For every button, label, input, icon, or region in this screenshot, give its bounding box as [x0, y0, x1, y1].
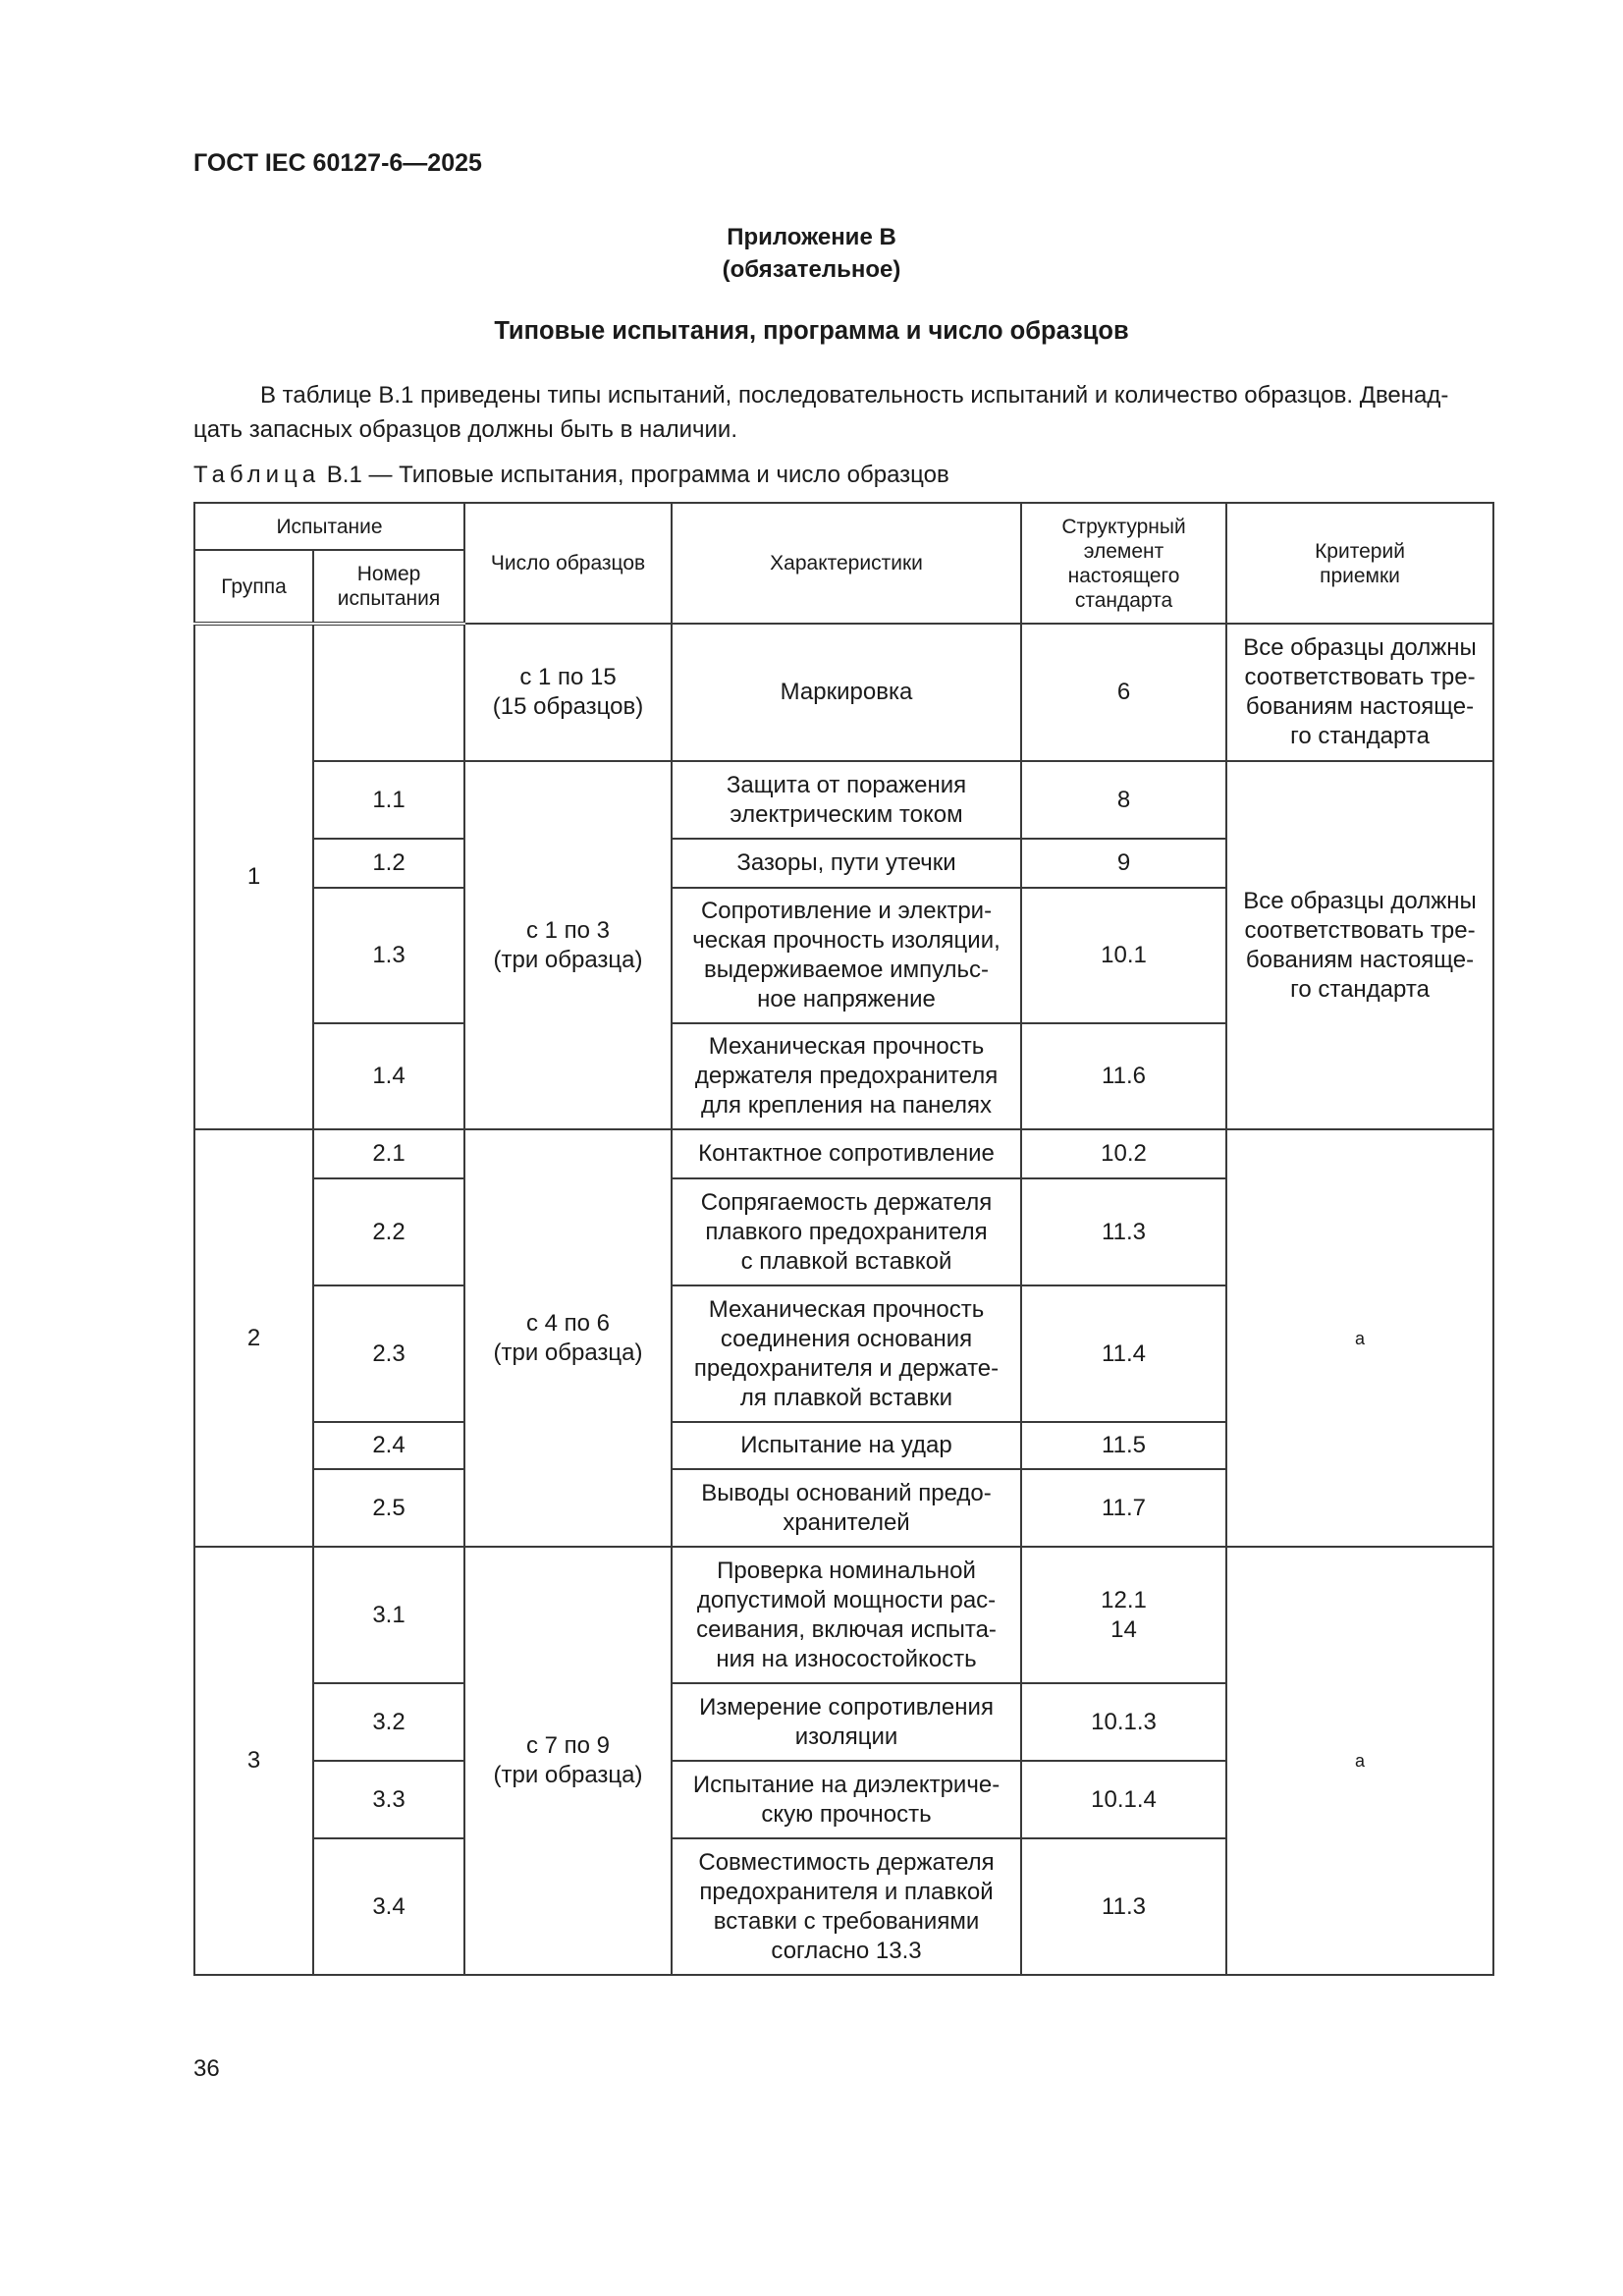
element-cell: 11.7	[1021, 1469, 1226, 1547]
characteristic-cell: Сопротивление и электри- ческая прочность изоляции, выдерживаемое импульс- ное напряжение	[672, 888, 1021, 1023]
criterion-cell: Все образцы должны соответствовать тре- бованиям настояще- го стандарта	[1226, 624, 1493, 761]
test-program-table	[193, 502, 1494, 1976]
table-header-row	[194, 503, 1493, 550]
characteristic-cell: Совместимость держателя предохранителя и плавкой вставки с требованиями согласно 13.3	[672, 1838, 1021, 1975]
criterion-footnote-cell: a	[1226, 1547, 1493, 1975]
test-number-cell: 2.2	[313, 1178, 464, 1285]
test-number-cell: 3.2	[313, 1683, 464, 1761]
characteristic-cell: Механическая прочность соединения основания предохранителя и держате- ля плавкой вставки	[672, 1285, 1021, 1422]
appendix-title: Приложение В	[727, 224, 896, 250]
criterion-cell: Все образцы должны соответствовать тре- бованиям настояще- го стандарта	[1226, 761, 1493, 1129]
element-cell: 6	[1021, 624, 1226, 761]
characteristic-cell: Защита от поражения электрическим током	[672, 761, 1021, 839]
characteristic-cell: Измерение сопротивления изоляции	[672, 1683, 1021, 1761]
header-test: Испытание	[194, 503, 464, 550]
element-cell: 11.6	[1021, 1023, 1226, 1129]
element-cell: 9	[1021, 839, 1226, 888]
test-number-cell: 2.3	[313, 1285, 464, 1422]
characteristic-cell: Испытание на диэлектриче- скую прочность	[672, 1761, 1021, 1838]
test-number-cell: 3.1	[313, 1547, 464, 1683]
element-cell: 10.1.3	[1021, 1683, 1226, 1761]
test-number-cell: 2.4	[313, 1422, 464, 1469]
table-caption-label: Таблица	[193, 462, 321, 488]
group-cell: 3	[194, 1547, 313, 1975]
test-number-cell: 2.5	[313, 1469, 464, 1547]
table-row	[194, 761, 1493, 839]
samples-cell: с 1 по 15 (15 образцов)	[464, 624, 672, 761]
test-number-cell: 1.4	[313, 1023, 464, 1129]
section-title: Типовые испытания, программа и число образцов	[494, 317, 1129, 345]
intro-line: цать запасных образцов должны быть в наличии.	[193, 416, 737, 443]
characteristic-cell: Контактное сопротивление	[672, 1129, 1021, 1178]
characteristic-cell: Маркировка	[672, 624, 1021, 761]
table-caption-text: В.1 — Типовые испытания, программа и число образцов	[320, 462, 949, 488]
element-cell: 10.1.4	[1021, 1761, 1226, 1838]
test-number-cell: 1.1	[313, 761, 464, 839]
table-row	[194, 624, 1493, 761]
header-group: Группа	[194, 550, 313, 624]
characteristic-cell: Зазоры, пути утечки	[672, 839, 1021, 888]
element-cell: 11.3	[1021, 1838, 1226, 1975]
table-row	[194, 1129, 1493, 1178]
header-number: Номер испытания	[313, 550, 464, 624]
element-cell: 11.5	[1021, 1422, 1226, 1469]
test-number-cell: 3.3	[313, 1761, 464, 1838]
group-cell: 1	[194, 624, 313, 1129]
appendix-status: (обязательное)	[722, 256, 901, 283]
header-characteristics: Характеристики	[672, 503, 1021, 624]
header-element: Структурный элемент настоящего стандарта	[1021, 503, 1226, 624]
element-cell: 10.1	[1021, 888, 1226, 1023]
element-cell: 11.3	[1021, 1178, 1226, 1285]
header-samples: Число образцов	[464, 503, 672, 624]
page-number: 36	[193, 2055, 220, 2082]
group-cell: 2	[194, 1129, 313, 1547]
characteristic-cell: Испытание на удар	[672, 1422, 1021, 1469]
element-cell: 11.4	[1021, 1285, 1226, 1422]
samples-cell: с 4 по 6 (три образца)	[464, 1129, 672, 1547]
intro-paragraph	[193, 378, 1491, 447]
element-cell: 8	[1021, 761, 1226, 839]
intro-line: В таблице В.1 приведены типы испытаний, последовательность испытаний и количество образцов. Двенад-	[260, 382, 1449, 409]
samples-cell: с 1 по 3 (три образца)	[464, 761, 672, 1129]
test-number-cell: 1.2	[313, 839, 464, 888]
test-number-cell	[313, 624, 464, 761]
test-number-cell: 2.1	[313, 1129, 464, 1178]
test-number-cell: 3.4	[313, 1838, 464, 1975]
samples-cell: с 7 по 9 (три образца)	[464, 1547, 672, 1975]
document-header: ГОСТ IEC 60127-6—2025	[193, 149, 482, 177]
element-cell: 12.1 14	[1021, 1547, 1226, 1683]
element-cell: 10.2	[1021, 1129, 1226, 1178]
test-number-cell: 1.3	[313, 888, 464, 1023]
characteristic-cell: Механическая прочность держателя предохранителя для крепления на панелях	[672, 1023, 1021, 1129]
characteristic-cell: Сопрягаемость держателя плавкого предохранителя с плавкой вставкой	[672, 1178, 1021, 1285]
characteristic-cell: Проверка номинальной допустимой мощности рас- сеивания, включая испыта- ния на износостойкость	[672, 1547, 1021, 1683]
header-criterion: Критерий приемки	[1226, 503, 1493, 624]
table-row	[194, 1547, 1493, 1683]
characteristic-cell: Выводы оснований предо- хранителей	[672, 1469, 1021, 1547]
criterion-footnote-cell: a	[1226, 1129, 1493, 1547]
table-caption	[193, 462, 949, 489]
